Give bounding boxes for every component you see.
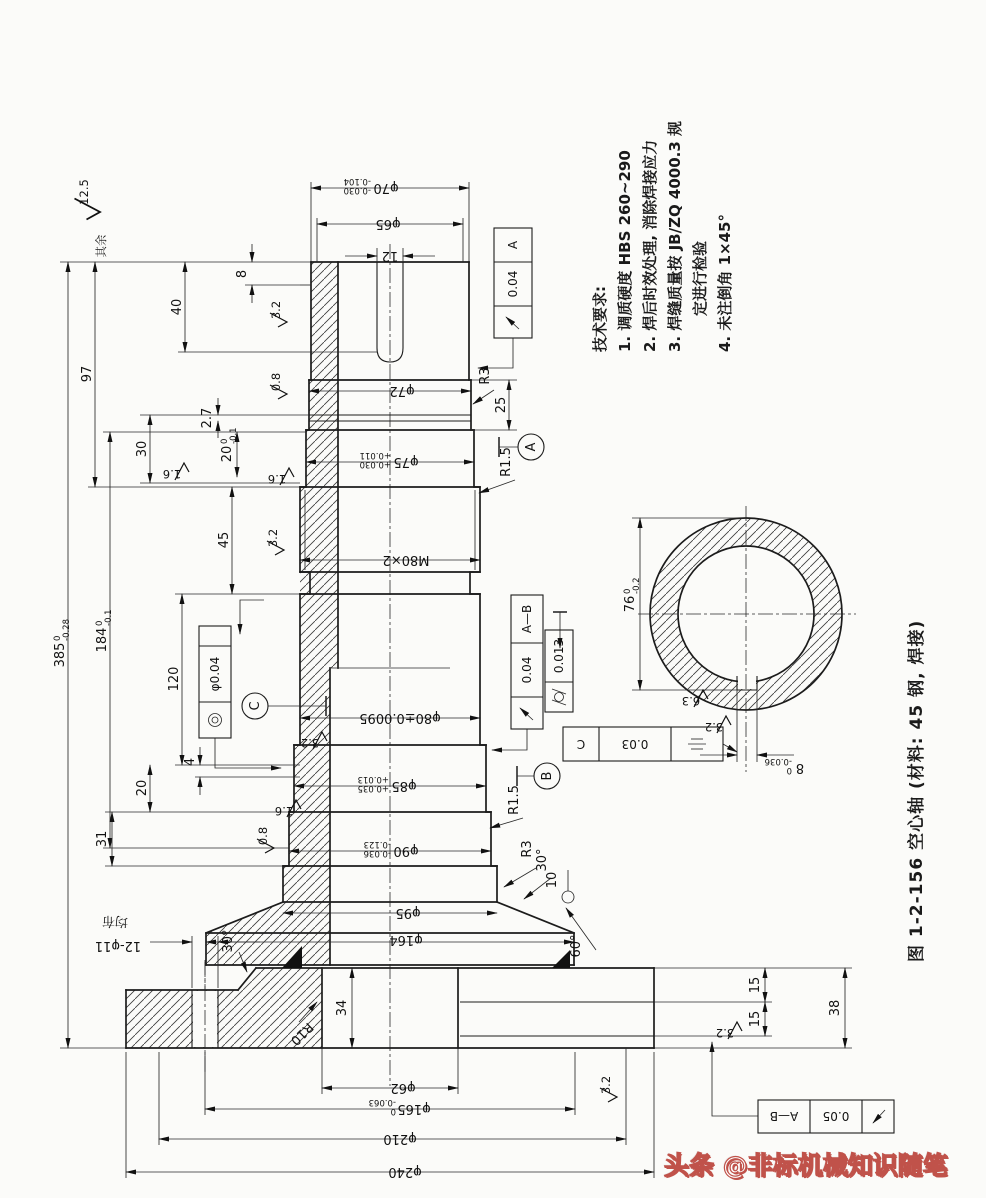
dim-phi90: φ90: [393, 843, 419, 858]
gdt-f2-value: 0.04: [520, 656, 534, 684]
dim-184-sup: 0: [95, 620, 105, 626]
cylindricity-icon: [552, 689, 566, 705]
datum-c: C: [248, 701, 263, 711]
tech-req-line2: 2. 焊后时效处理, 消除焊接应力: [641, 139, 659, 352]
datum-a: A: [524, 442, 539, 452]
dim-phi165-sup: 0: [390, 1106, 396, 1116]
dim-phi70: φ70: [373, 180, 399, 195]
tech-req-line1: 1. 调质硬度 HBS 260~290: [616, 150, 634, 352]
dim-385: 385: [53, 642, 68, 668]
roughness-3-2: 3.2: [704, 720, 724, 734]
figure-caption: 图 1-2-156 空心轴 (材料: 45 钢, 焊接): [907, 619, 927, 962]
dim-34: 34: [335, 999, 350, 1017]
dim-phi85-sup: +0.035: [357, 783, 389, 793]
dim-phi210: φ210: [383, 1131, 417, 1146]
roughness-3-2: 3.2: [300, 736, 320, 750]
gdt-f1-datum: A: [506, 240, 520, 250]
dim-97: 97: [80, 365, 95, 383]
datum-b: B: [540, 771, 555, 781]
gdt-f5-value: 0.05: [822, 1109, 850, 1123]
roughness-0-8: 0.8: [269, 372, 283, 392]
dim-20-sub: -0.1: [229, 427, 239, 444]
dim-184-sub: -0.1: [104, 609, 114, 626]
roughness-3-2: 3.2: [269, 300, 283, 320]
dim-15b: 15: [748, 1010, 763, 1028]
dim-phi90-sup: -0.036: [363, 848, 391, 858]
dim-key8-sub: -0.036: [764, 756, 792, 766]
dim-phi85: φ85: [391, 778, 417, 793]
dim-20-sup: 0: [220, 438, 230, 444]
dim-phi240: φ240: [388, 1164, 422, 1179]
axial-dim-labels: [53, 270, 843, 1048]
dim-bolt-holes-note: 均布: [101, 913, 129, 928]
tech-requirements: [588, 52, 738, 352]
dim-76-sub: -0.2: [632, 577, 642, 594]
dim-phi95: φ95: [395, 905, 421, 920]
dim-2-7: 2.7: [200, 407, 215, 429]
dim-phi85-sub: +0.013: [357, 774, 389, 784]
symmetry-icon: [688, 739, 706, 749]
dim-phi80: φ80±0.0095: [359, 710, 441, 725]
tech-req-line3: 3. 焊缝质量按 JB/ZQ 4000.3 规: [666, 120, 684, 352]
gdt-f2-datum: A—B: [520, 604, 534, 634]
runout-icon: [520, 708, 533, 720]
roughness-3-2: 3.2: [715, 1026, 735, 1040]
radius-r3a: R3: [478, 367, 493, 385]
dim-bolt-holes: 12-φ11: [94, 938, 142, 953]
radius-r10: R10: [287, 1019, 316, 1048]
dim-phi75: φ75: [393, 454, 419, 469]
dim-385-sup: 0: [53, 635, 63, 641]
roughness-0-8: 0.8: [256, 826, 270, 846]
dim-8: 8: [235, 269, 250, 279]
dim-31: 31: [95, 830, 110, 848]
dim-phi65: φ65: [375, 216, 401, 231]
dim-10: 10: [545, 871, 560, 889]
runout-icon: [506, 317, 519, 329]
weld-fillet-right: [552, 950, 570, 968]
dim-20b: 20: [135, 779, 150, 797]
watermark: 头条 @非标机械知识随笔: [664, 1151, 948, 1180]
angle-30b: 30°: [535, 848, 550, 872]
dim-385-sub: -0.28: [62, 619, 72, 641]
dim-phi72: φ72: [389, 383, 415, 398]
dim-76-sup: 0: [623, 588, 633, 594]
dim-phi165: φ165: [397, 1101, 431, 1116]
radius-r3b: R3: [520, 840, 535, 858]
roughness-1-6: 1.6: [274, 804, 294, 818]
dim-184: 184: [95, 627, 110, 653]
concentricity-icon: [209, 714, 222, 727]
dim-key8: 8: [795, 760, 805, 775]
dim-phi70-sub: -0.104: [343, 176, 371, 186]
dim-40: 40: [170, 298, 185, 316]
gdt-f5-datum: A—B: [769, 1109, 799, 1123]
dim-phi165-sub: -0.063: [368, 1097, 396, 1107]
dim-key8-sup: 0: [786, 765, 792, 775]
general-roughness-value: 12.5: [77, 179, 91, 205]
dim-120: 120: [167, 666, 182, 692]
dim-20: 20: [220, 445, 235, 463]
dim-15a: 15: [748, 976, 763, 994]
gdt-f4-datum: C: [576, 737, 586, 751]
dim-phi75-sup: +0.030: [359, 459, 391, 469]
general-roughness-prefix: 其余: [94, 234, 108, 258]
roughness-6-3: 6.3: [681, 694, 701, 708]
dim-45: 45: [217, 531, 232, 549]
dim-phi62: φ62: [390, 1080, 416, 1095]
dim-key12: 12: [381, 248, 399, 263]
roughness-3-2: 3.2: [266, 528, 280, 548]
gdt-f6-value: φ0.04: [208, 656, 222, 692]
dim-30: 30: [135, 440, 150, 458]
tech-req-line5: 4. 未注倒角 1×45°: [716, 214, 734, 352]
dim-38: 38: [828, 999, 843, 1017]
runout-icon: [873, 1110, 885, 1123]
gdt-f1-value: 0.04: [506, 270, 520, 298]
tech-req-line4: 定进行检验: [691, 240, 709, 316]
radius-r1-5a: R1.5: [499, 447, 514, 477]
dim-4: 4: [183, 757, 198, 767]
tech-req-title: 技术要求:: [591, 286, 609, 352]
angle-60: 60°: [569, 934, 584, 958]
roughness-1-6: 1.6: [162, 467, 182, 481]
dim-phi70-sup: -0.030: [343, 185, 371, 195]
roughness-3-2: 3.2: [599, 1075, 613, 1095]
dim-phi90-sub: -0.123: [363, 839, 391, 849]
roughness-1-6: 1.6: [267, 472, 287, 486]
dim-25: 25: [494, 396, 509, 414]
radius-r1-5b: R1.5: [507, 785, 522, 815]
gdt-f4-value: 0.03: [621, 737, 649, 751]
dim-phi164: φ164: [389, 932, 423, 947]
gdt-f3-value: 0.013: [552, 638, 566, 674]
dim-m80: M80×2: [382, 552, 430, 567]
angle-30a: 30°: [221, 929, 236, 953]
dim-phi75-sub: +0.011: [359, 450, 391, 460]
dim-76: 76: [623, 595, 638, 613]
roughness-icon: [75, 179, 109, 257]
